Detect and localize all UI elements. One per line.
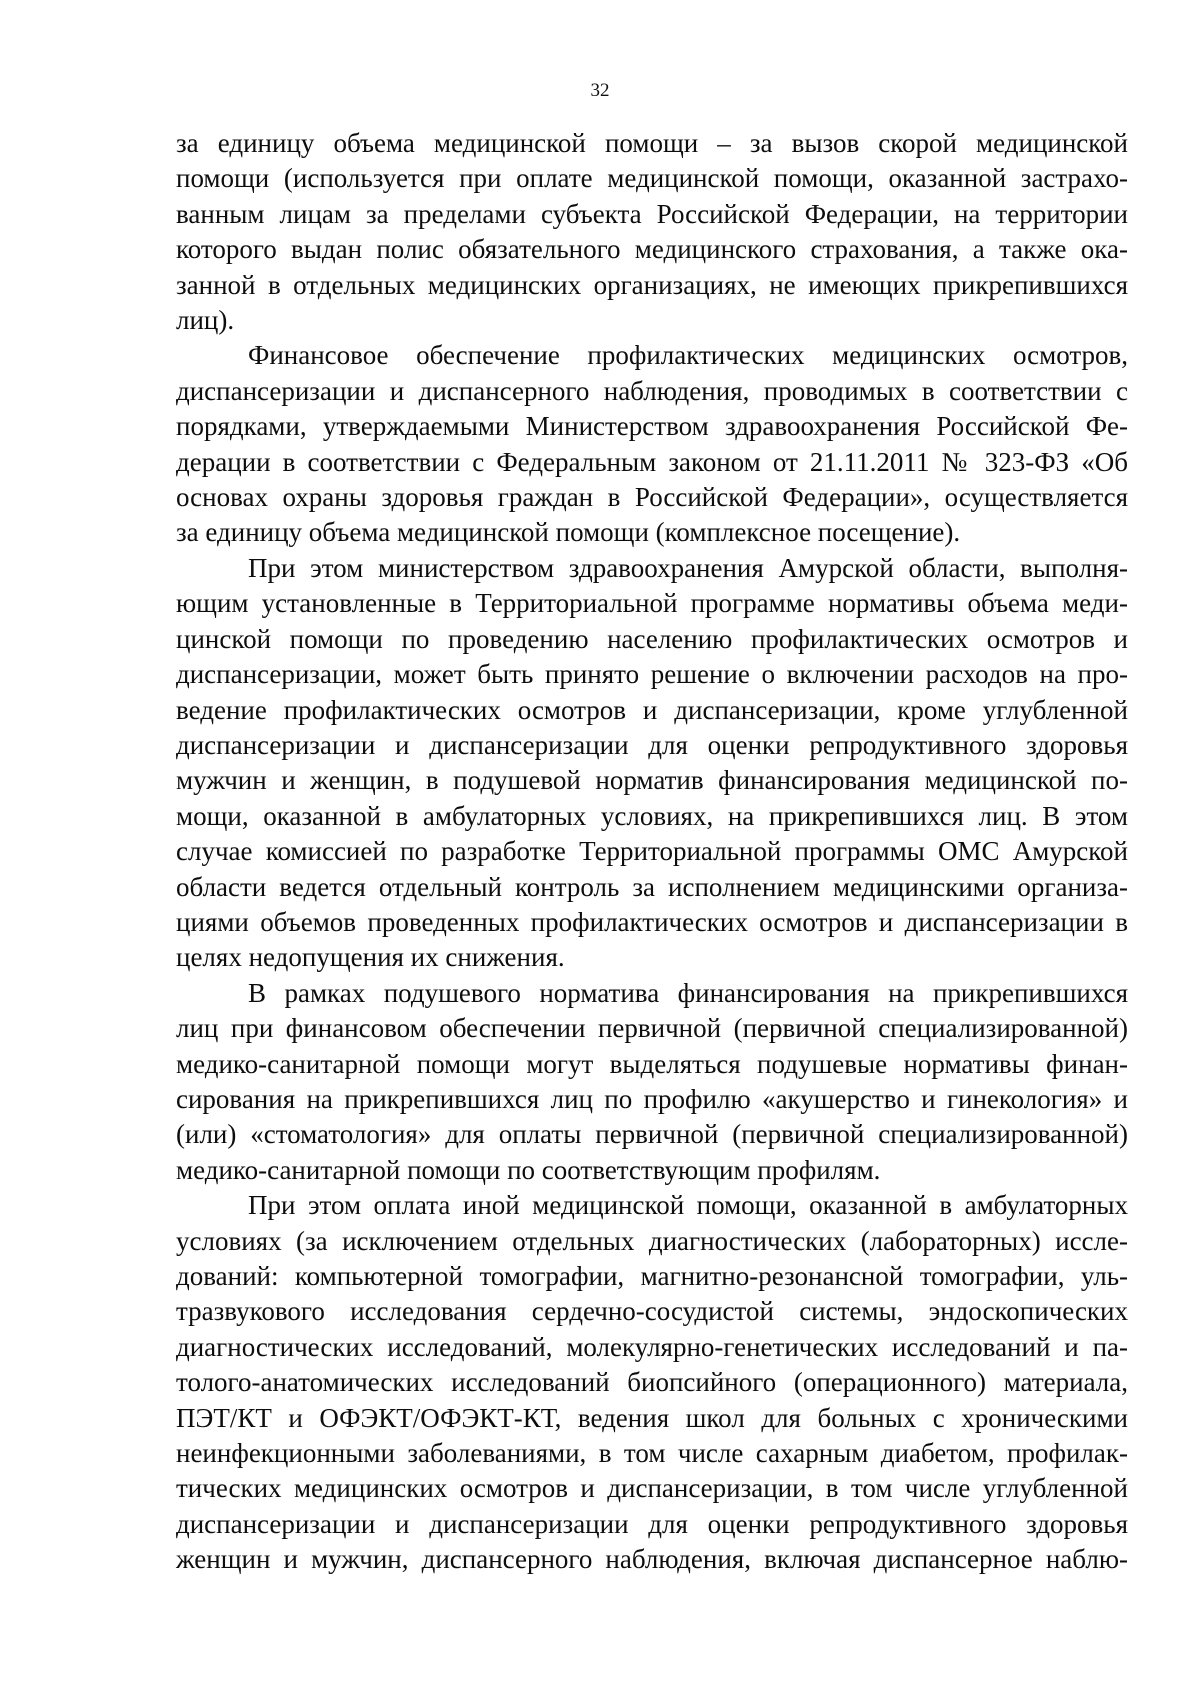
body-text (176, 126, 1128, 1578)
page-number: 32 (590, 80, 610, 101)
text-line: женщин и мужчин, диспансерного наблюдения, включая диспансерное наблю- (176, 1544, 1128, 1575)
text-line: случае комиссией по разработке Территориальной программы ОМС Амурской (176, 836, 1128, 867)
paragraph (176, 976, 1128, 1188)
paragraph (176, 1188, 1128, 1577)
text-line: диспансеризации и диспансерного наблюдения, проводимых в соответствии с (176, 375, 1128, 406)
text-line: которого выдан полис обязательного медицинского страхования, а также ока- (176, 234, 1128, 265)
text-line: за единицу объема медицинской помощи – за вызов скорой медицинской (176, 128, 1128, 158)
text-line: тических медицинских осмотров и диспансеризации, в том числе углубленной (176, 1473, 1128, 1504)
text-line: области ведется отдельный контроль за исполнением медицинскими организа- (176, 871, 1128, 902)
text-line: циями объемов проведенных профилактических осмотров и диспансеризации в (176, 906, 1128, 937)
text-line: диспансеризации, может быть принято решение о включении расходов на про- (176, 659, 1128, 690)
text-line: ющим установленные в Территориальной программе нормативы объема меди- (176, 588, 1128, 619)
text-line: При этом оплата иной медицинской помощи, оказанной в амбулаторных (248, 1190, 1128, 1221)
text-line: помощи (используется при оплате медицинской помощи, оказанной застрахо- (176, 163, 1128, 194)
paragraph (176, 338, 1128, 550)
text-line: (или) «стоматология» для оплаты первичной (первичной специализированной) (176, 1119, 1128, 1150)
text-line: ванным лицам за пределами субъекта Российской Федерации, на территории (176, 198, 1128, 229)
text-line: медико-санитарной помощи могут выделяться подушевые нормативы финан- (176, 1048, 1128, 1079)
text-line: сирования на прикрепившихся лиц по профилю «акушерство и гинекология» и (176, 1083, 1128, 1114)
text-line: ПЭТ/КТ и ОФЭКТ/ОФЭКТ-КТ, ведения школ для больных с хроническими (176, 1402, 1128, 1433)
text-line: основах охраны здоровья граждан в Российской Федерации», осуществляется (176, 482, 1128, 513)
text-line: диагностических исследований, молекулярно-генетических исследований и па- (176, 1331, 1128, 1362)
text-line: ведение профилактических осмотров и диспансеризации, кроме углубленной (176, 694, 1128, 725)
text-line: цинской помощи по проведению населению профилактических осмотров и (176, 623, 1128, 654)
paragraph (176, 551, 1128, 976)
text-line: порядками, утверждаемыми Министерством здравоохранения Российской Фе- (176, 411, 1128, 442)
text-line: лиц при финансовом обеспечении первичной (первичной специализированной) (176, 1013, 1128, 1044)
paragraph (176, 126, 1128, 338)
text-line: за единицу объема медицинской помощи (комплексное посещение). (176, 517, 961, 548)
text-line: В рамках подушевого норматива финансирования на прикрепившихся (248, 977, 1128, 1008)
text-line: диспансеризации и диспансеризации для оценки репродуктивного здоровья (176, 729, 1128, 760)
text-line: диспансеризации и диспансеризации для оценки репродуктивного здоровья (176, 1508, 1128, 1539)
text-line: дерации в соответствии с Федеральным законом от 21.11.2011 № 323-ФЗ «Об (176, 446, 1128, 477)
text-line: лиц). (176, 305, 235, 336)
text-line: мужчин и женщин, в подушевой норматив финансирования медицинской по- (176, 765, 1128, 796)
text-line: медико-санитарной помощи по соответствующим профилям. (176, 1154, 881, 1185)
text-line: целях недопущения их снижения. (176, 942, 565, 973)
text-line: Финансовое обеспечение профилактических медицинских осмотров, (248, 340, 1128, 371)
text-line: тразвукового исследования сердечно-сосудистой системы, эндоскопических (176, 1296, 1128, 1327)
text-line: толого-анатомических исследований биопсийного (операционного) материала, (176, 1367, 1128, 1398)
text-line: дований: компьютерной томографии, магнитно-резонансной томографии, уль- (176, 1261, 1128, 1291)
text-line: условиях (за исключением отдельных диагностических (лабораторных) иссле- (176, 1225, 1128, 1256)
text-line: мощи, оказанной в амбулаторных условиях, на прикрепившихся лиц. В этом (176, 800, 1128, 831)
text-line: неинфекционными заболеваниями, в том числе сахарным диабетом, профилак- (176, 1438, 1128, 1469)
text-line: При этом министерством здравоохранения Амурской области, выполня- (248, 552, 1128, 583)
text-line: занной в отдельных медицинских организациях, не имеющих прикрепившихся (176, 269, 1128, 300)
